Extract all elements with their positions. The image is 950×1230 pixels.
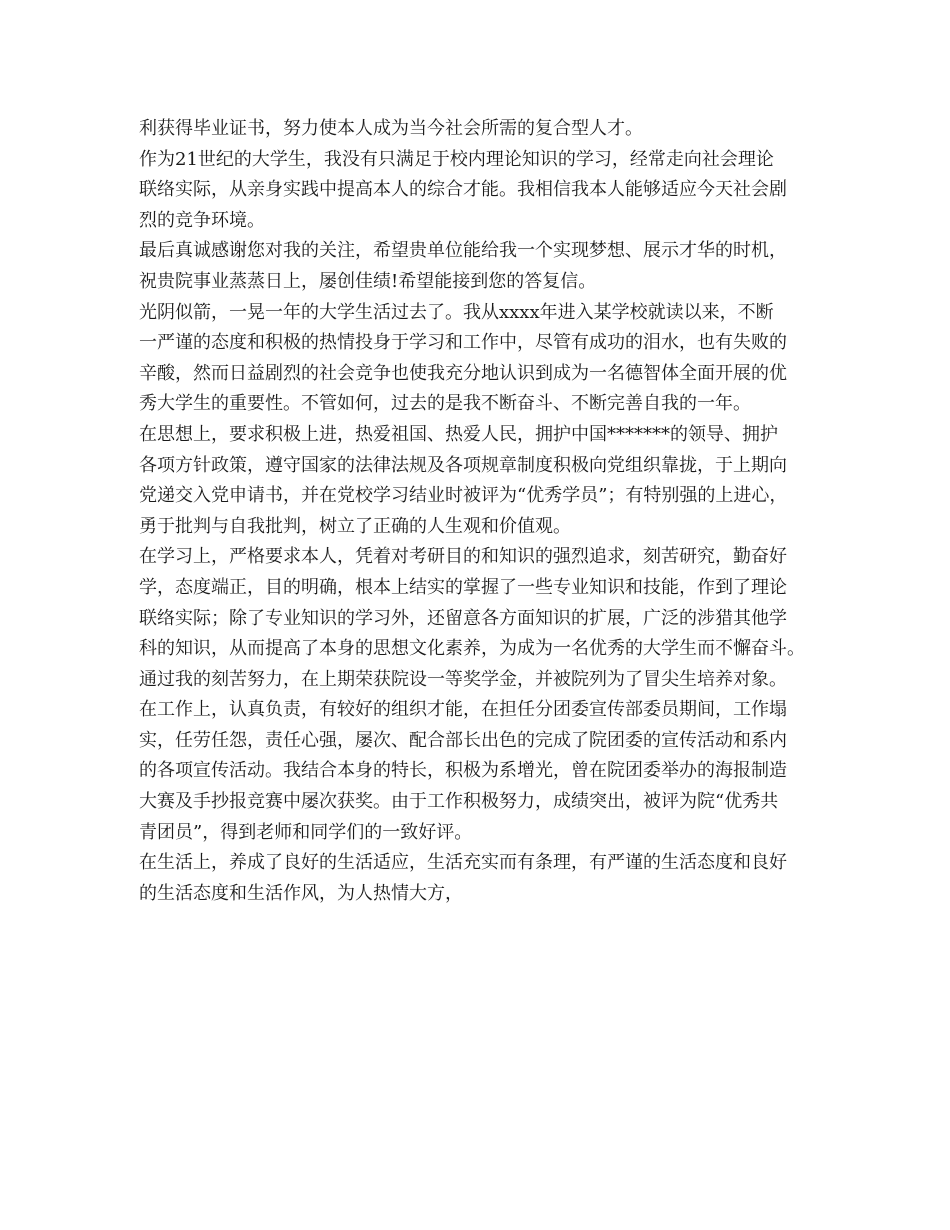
text-line: 学，态度端正，目的明确，根本上结实的掌握了一些专业知识和技能，作到了理论: [139, 576, 787, 598]
text-line: 秀大学生的重要性。不管如何，过去的是我不断奋斗、不断完善自我的一年。: [139, 393, 751, 415]
text-line: 一严谨的态度和积极的热情投身于学习和工作中，尽管有成功的泪水，也有失败的: [139, 332, 787, 354]
text-line: 的生活态度和生活作风，为人热情大方，: [139, 882, 463, 904]
text-line: 在学习上，严格要求本人，凭着对考研目的和知识的强烈追求，刻苦研究，勤奋好: [139, 546, 787, 568]
text-line: 在思想上，要求积极上进，热爱祖国、热爱人民，拥护中国*******的领导、拥护: [139, 423, 778, 445]
text-line: 作为21世纪的大学生，我没有只满足于校内理论知识的学习，经常走向社会理论: [139, 148, 774, 170]
text-line: 勇于批判与自我批判，树立了正确的人生观和价值观。: [139, 515, 571, 537]
document-body: [139, 114, 819, 909]
text-line: 各项方针政策，遵守国家的法律法规及各项规章制度积极向党组织靠拢，于上期向: [139, 454, 787, 476]
text-line: 科的知识，从而提高了本身的思想文化素养，为成为一名优秀的大学生而不懈奋斗。: [139, 638, 805, 660]
text-line: 在生活上，养成了良好的生活适应，生活充实而有条理，有严谨的生活态度和良好: [139, 852, 787, 874]
text-line: 青团员”，得到老师和同学们的一致好评。: [139, 821, 473, 843]
text-line: 辛酸，然而日益剧烈的社会竞争也使我充分地认识到成为一名德智体全面开展的优: [139, 362, 787, 384]
text-line: 祝贵院事业蒸蒸日上，屡创佳绩!希望能接到您的答复信。: [139, 270, 597, 292]
text-line: 实，任劳任怨，责任心强，屡次、配合部长出色的完成了院团委的宣传活动和系内: [139, 729, 787, 751]
text-line: 联络实际，从亲身实践中提高本人的综合才能。我相信我本人能够适应今天社会剧: [139, 179, 787, 201]
text-line: 的各项宣传活动。我结合本身的特长，积极为系增光，曾在院团委举办的海报制造: [139, 760, 787, 782]
text-line: 通过我的刻苦努力，在上期荣获院设一等奖学金，并被院列为了冒尖生培养对象。: [139, 668, 787, 690]
text-line: 最后真诚感谢您对我的关注，希望贵单位能给我一个实现梦想、展示才华的时机，: [139, 240, 787, 262]
text-line: 联络实际；除了专业知识的学习外，还留意各方面知识的扩展，广泛的涉猎其他学: [139, 607, 787, 629]
text-line: 烈的竞争环境。: [139, 209, 265, 231]
text-line: 党递交入党申请书，并在党校学习结业时被评为“优秀学员”；有特别强的上进心，: [139, 485, 788, 507]
text-line: 利获得毕业证书，努力使本人成为当今社会所需的复合型人才。: [139, 118, 643, 139]
text-line: 光阴似箭，一晃一年的大学生活过去了。我从xxxx年进入某学校就读以来，不断: [139, 301, 774, 323]
text-line: 在工作上，认真负责，有较好的组织才能，在担任分团委宣传部委员期间，工作塌: [139, 699, 787, 721]
text-line: 大赛及手抄报竞赛中屡次获奖。由于工作积极努力，成绩突出，被评为院“优秀共: [139, 791, 779, 813]
